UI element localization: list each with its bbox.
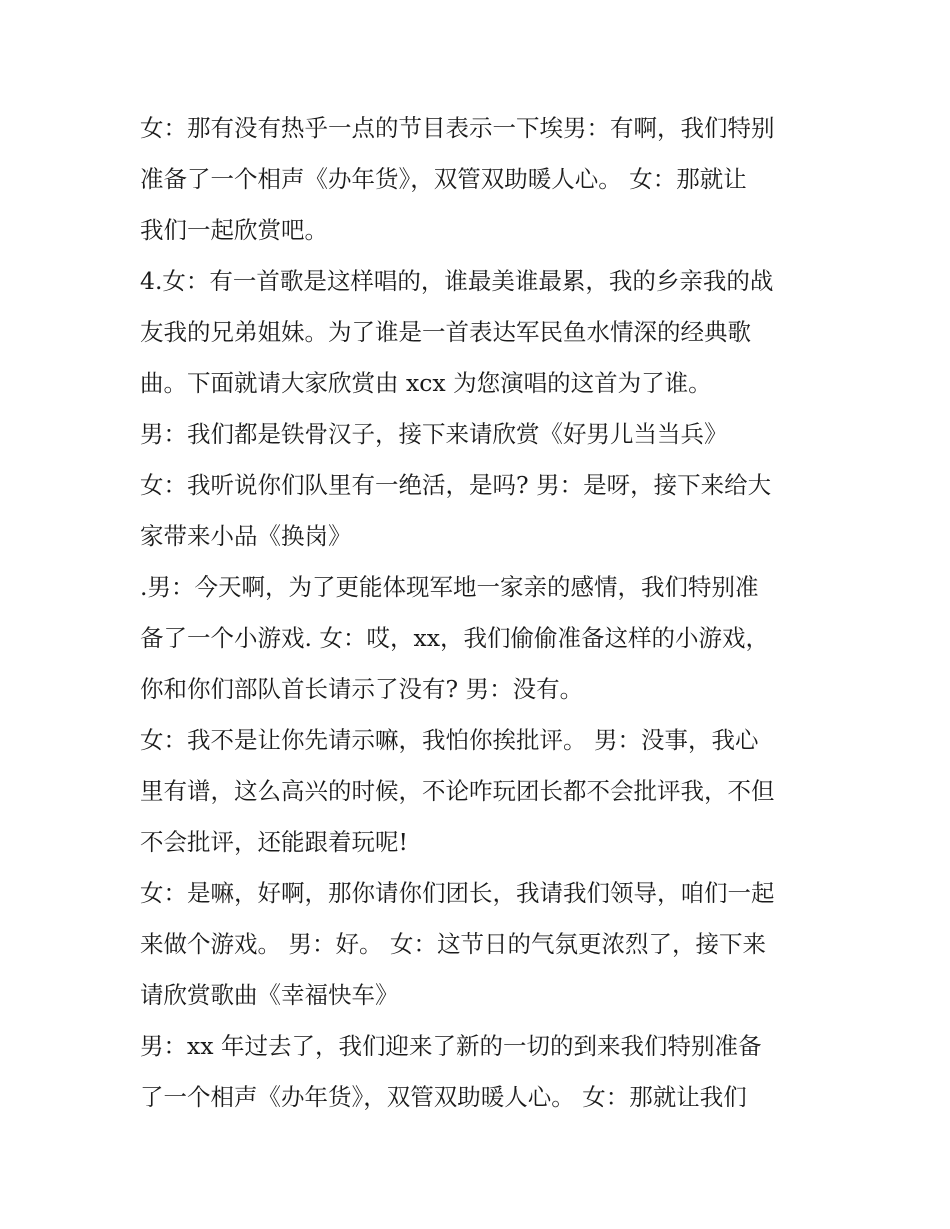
text-line: 女：我听说你们队里有一绝活，是吗? 男：是呀，接下来给大 (140, 471, 772, 499)
text-line: 我们一起欣赏吧。 (140, 216, 328, 244)
paragraph-1 (140, 103, 820, 256)
paragraph-6 (140, 715, 820, 868)
paragraph-3 (140, 409, 820, 460)
text-line: 里有谱，这么高兴的时候，不论咋玩团长都不会批评我，不但 (140, 777, 775, 805)
text-line: 友我的兄弟姐妹。为了谁是一首表达军民鱼水情深的经典歌 (140, 318, 751, 346)
text-line: 男：xx 年过去了，我们迎来了新的一切的到来我们特别准备 (140, 1032, 762, 1060)
text-line: 来做个游戏。 男：好。 女：这节日的气氛更浓烈了，接下来 (140, 930, 766, 958)
text-line: 家带来小品《换岗》 (140, 522, 352, 550)
text-line: 女：我不是让你先请示嘛，我怕你挨批评。 男：没事，我心 (140, 726, 759, 754)
text-line: .男：今天啊，为了更能体现军地一家亲的感情，我们特别准 (140, 573, 759, 601)
text-line: 4.女：有一首歌是这样唱的，谁最美谁最累，我的乡亲我的战 (140, 267, 774, 295)
paragraph-7 (140, 868, 820, 1021)
text-line: 女：那有没有热乎一点的节目表示一下埃男：有啊，我们特别 (140, 114, 775, 142)
paragraph-4 (140, 460, 820, 562)
paragraph-8 (140, 1021, 820, 1123)
paragraph-2 (140, 256, 820, 409)
text-line: 请欣赏歌曲《幸福快车》 (140, 981, 399, 1009)
text-line: 了一个相声《办年货》，双管双助暖人心。 女：那就让我们 (140, 1083, 747, 1111)
text-line: 女：是嘛，好啊，那你请你们团长，我请我们领导，咱们一起 (140, 879, 775, 907)
text-line: 不会批评，还能跟着玩呢! (140, 828, 408, 856)
text-line: 准备了一个相声《办年货》，双管双助暖人心。 女：那就让 (140, 165, 747, 193)
text-line: 你和你们部队首长请示了没有? 男：没有。 (140, 675, 584, 703)
text-line: 男：我们都是铁骨汉子，接下来请欣赏《好男儿当当兵》 (140, 420, 728, 448)
paragraph-5 (140, 562, 820, 715)
document-body (140, 103, 820, 1123)
text-line: 备了一个小游戏. 女：哎，xx，我们偷偷准备这样的小游戏， (140, 624, 769, 652)
text-line: 曲。下面就请大家欣赏由 xcx 为您演唱的这首为了谁。 (140, 369, 712, 397)
